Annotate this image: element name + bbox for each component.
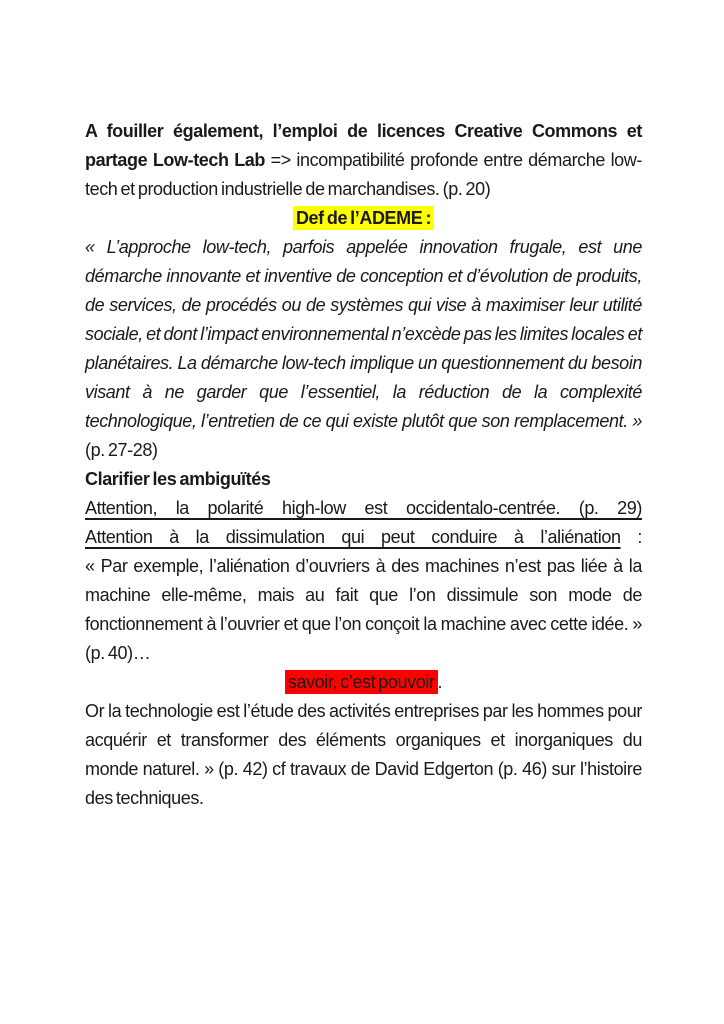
intro-rest-text: => incompatibilité profonde entre démarche low-tech et production industrielle de marchandises. (p. 20) bbox=[85, 150, 642, 199]
clarify-heading: Clarifier les ambiguïtés bbox=[85, 469, 271, 489]
closing-paragraph: Or la technologie est l’étude des activités entreprises par les hommes pour acquérir et transformer des éléments organiques et inorganiques du monde naturel. » (p. 42) cf travaux de David Edgerton (p. 46) sur l’histoire des techniques. bbox=[85, 701, 642, 808]
ademe-quote-paragraph bbox=[85, 233, 642, 465]
warning-line-1 bbox=[85, 494, 642, 523]
ademe-heading-line bbox=[85, 204, 642, 233]
paragraph-creative-commons bbox=[85, 117, 642, 204]
warning-2-colon: : bbox=[620, 527, 642, 547]
warning-1-text: Attention, la polarité high-low est occidentalo-centrée. (p. 29) bbox=[85, 498, 642, 518]
ademe-heading-highlight: Def de l’ADEME : bbox=[293, 206, 434, 230]
warning-2-text: Attention à la dissimulation qui peut conduire à l’aliénation bbox=[85, 527, 621, 547]
warning-line-2 bbox=[85, 523, 642, 552]
alienation-quote-paragraph: « Par exemple, l’aliénation d’ouvriers à des machines n’est pas liée à la machine elle-même, mais au fait que l’on dissimule son mode de fonctionnement à l’ouvrier et que l’on conçoit la machine avec cette idée. » (p. 40)… bbox=[85, 556, 642, 663]
ademe-quote-ref: (p. 27-28) bbox=[85, 440, 158, 460]
slogan-line bbox=[85, 668, 642, 697]
slogan-highlight: savoir, c’est pouvoir bbox=[285, 670, 438, 694]
intro-bold-text: A fouiller également, l’emploi de licences Creative Commons et partage Low-tech Lab bbox=[85, 121, 642, 170]
ademe-quote-text: « L’approche low-tech, parfois appelée innovation frugale, est une démarche innovante et inventive de conception et d’évolution de produits, de services, de procédés ou de systèmes qui vise à maximiser leur utilité sociale, et dont l’impact environnemental n’excède pas les limites locales et planétaires. La démarche low-tech implique un questionnement du besoin visant à ne garder que l’essentiel, la réduction de la complexité technologique, l’entretien de ce qui existe plutôt que son remplacement. » bbox=[85, 237, 642, 431]
slogan-period: . bbox=[437, 672, 443, 692]
